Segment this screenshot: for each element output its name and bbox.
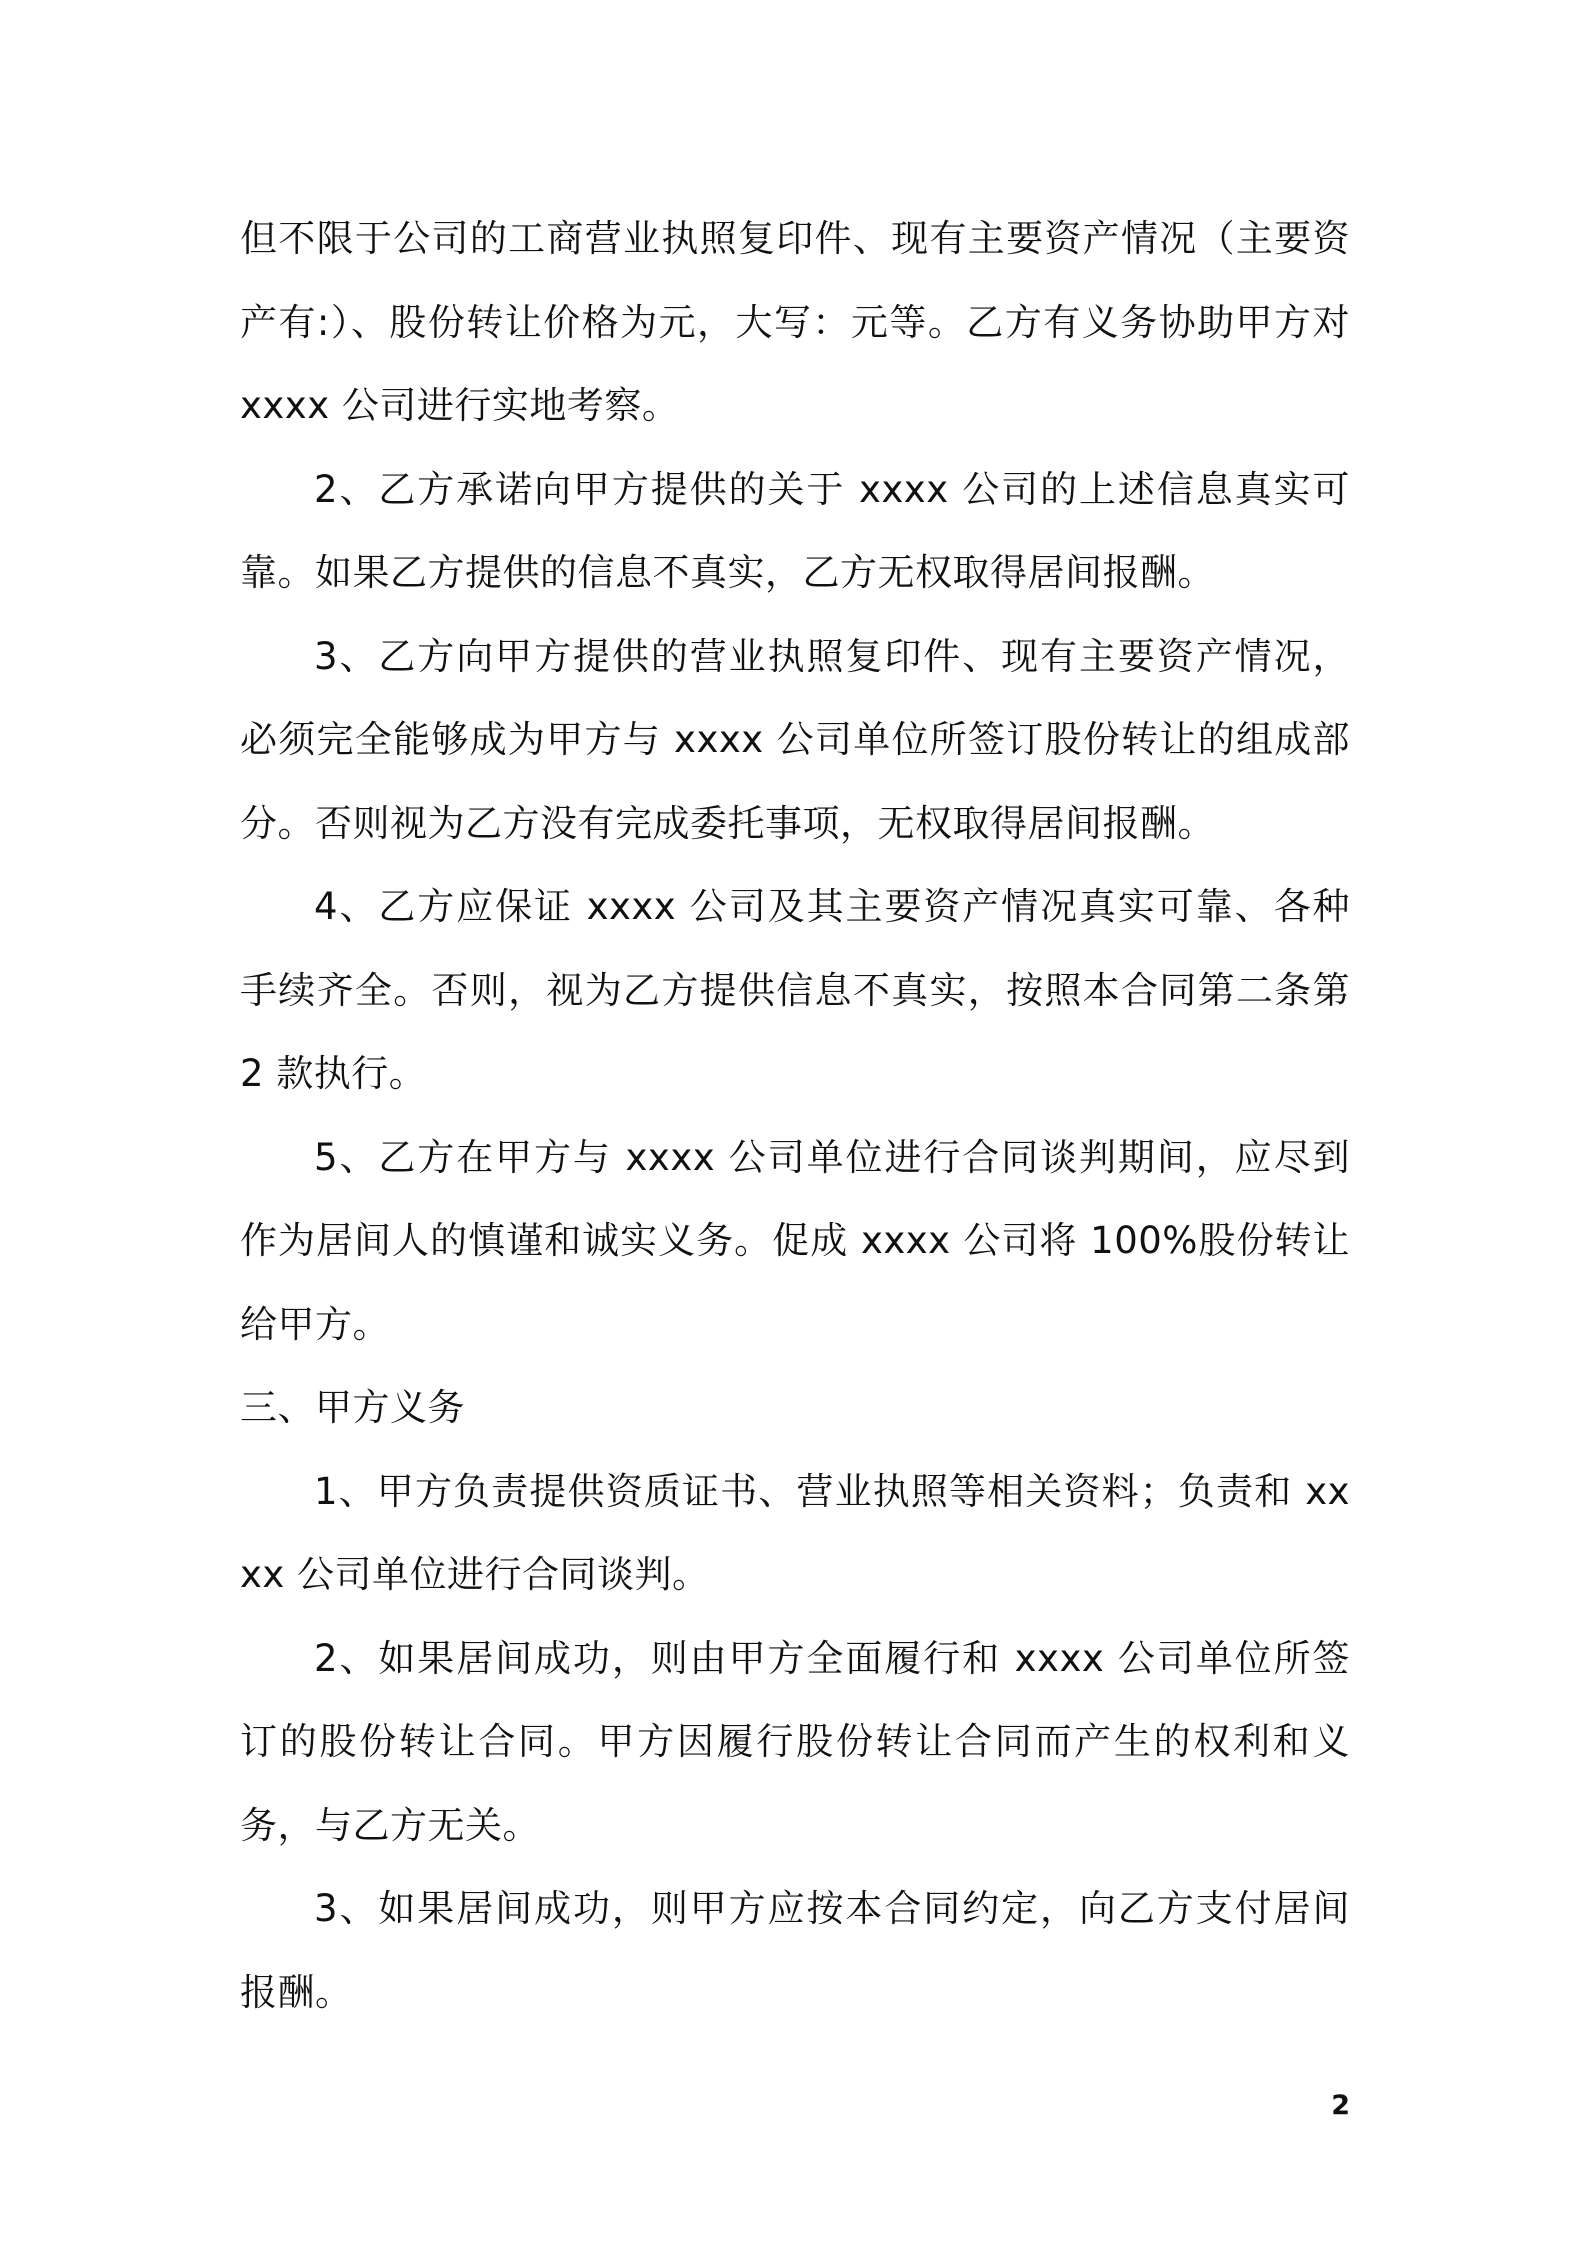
clause-3-2: 2、如果居间成功，则由甲方全面履行和 xxxx 公司单位所签订的股份转让合同。甲方因履行股份转让合同而产生的权利和义务，与乙方无关。	[240, 1636, 1350, 1847]
clause-2-4: 4、乙方应保证 xxxx 公司及其主要资产情况真实可靠、各种手续齐全。否则，视为乙方提供信息不真实，按照本合同第二条第 2 款执行。	[240, 885, 1350, 1095]
clause-2-2: 2、乙方承诺向甲方提供的关于 xxxx 公司的上述信息真实可靠。如果乙方提供的信息不真实，乙方无权取得居间报酬。	[240, 467, 1350, 594]
document-body	[240, 197, 1350, 2034]
clause-3-3: 3、如果居间成功，则甲方应按本合同约定，向乙方支付居间报酬。	[240, 1887, 1350, 2014]
paragraph-continuation: 但不限于公司的工商营业执照复印件、现有主要资产情况（主要资产有:）、股份转让价格为元，大写：元等。乙方有义务协助甲方对 xxxx 公司进行实地考察。	[240, 217, 1350, 427]
page-number: 2	[1331, 2090, 1350, 2121]
clause-2-3: 3、乙方向甲方提供的营业执照复印件、现有主要资产情况，必须完全能够成为甲方与 xxxx 公司单位所签订股份转让的组成部分。否则视为乙方没有完成委托事项，无权取得居间报酬。	[240, 634, 1350, 845]
clause-3-1: 1、甲方负责提供资质证书、营业执照等相关资料；负责和 xxxx 公司单位进行合同谈判。	[240, 1469, 1350, 1596]
clause-2-5: 5、乙方在甲方与 xxxx 公司单位进行合同谈判期间，应尽到作为居间人的慎谨和诚实义务。促成 xxxx 公司将 100%股份转让给甲方。	[240, 1135, 1350, 1346]
section-heading-party-a-obligations: 三、甲方义务	[240, 1386, 465, 1429]
